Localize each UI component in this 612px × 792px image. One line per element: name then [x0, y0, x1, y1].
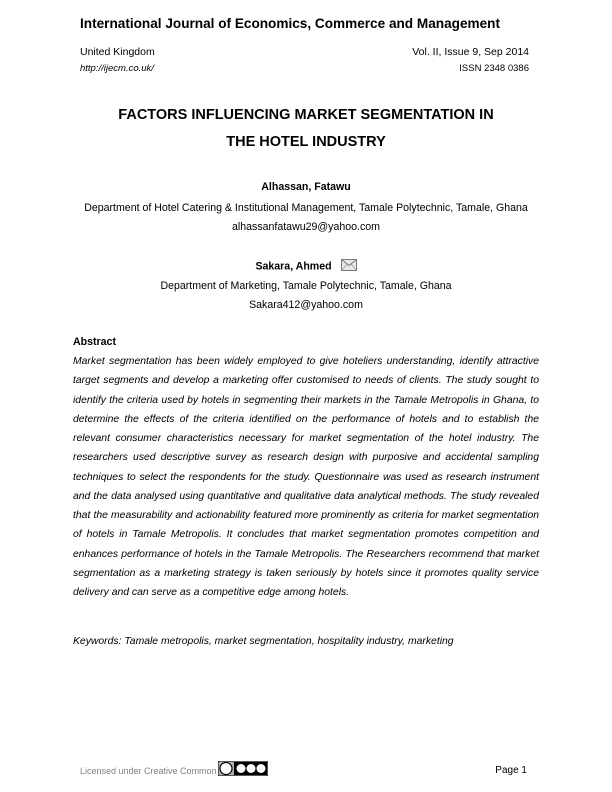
author-2-email[interactable]: Sakara412@yahoo.com — [249, 299, 363, 311]
author-2-name: Sakara, Ahmed — [255, 260, 332, 273]
abstract-heading: Abstract — [73, 336, 116, 348]
author-1-email[interactable]: alhassanfatawu29@yahoo.com — [232, 221, 380, 233]
author-2-affiliation: Department of Marketing, Tamale Polytechnic, Tamale, Ghana — [160, 280, 452, 292]
author-2-line — [0, 259, 612, 274]
creative-commons-badge[interactable] — [218, 761, 268, 776]
journal-title: International Journal of Economics, Commerce and Management — [80, 16, 500, 31]
paper-title-line-1: FACTORS INFLUENCING MARKET SEGMENTATION IN — [118, 107, 494, 123]
header-row-2 — [80, 63, 529, 74]
journal-issn: ISSN 2348 0386 — [459, 63, 529, 74]
paper-title-line-2: THE HOTEL INDUSTRY — [226, 134, 386, 150]
page-number: Page 1 — [495, 765, 527, 776]
journal-country: United Kingdom — [80, 46, 155, 58]
license-text: Licensed under Creative Common — [80, 766, 217, 776]
journal-volume: Vol. II, Issue 9, Sep 2014 — [412, 46, 529, 58]
header-row-1 — [80, 46, 529, 58]
journal-url[interactable]: http://ijecm.co.uk/ — [80, 63, 154, 74]
keywords: Keywords: Tamale metropolis, market segmentation, hospitality industry, marketing — [73, 636, 454, 647]
abstract-text: Market segmentation has been widely employed to give hoteliers understanding, identify attractive target segments and develop a marketing offer customised to needs of clients. The study sought to identify the criteria used by hotels in segmenting their markets in the Tamale Metropolis in Ghana, to determine the effects of the criteria identified on the performance of hotels and to establish the relevant consumer characteristics necessary for market segmentation of the hotel industry. The researchers used descriptive survey as research design with purposive and accidental sampling techniques to select the respondents for the study. Questionnaire was used as research instrument and the data analysed using quantitative and qualitative data analytical methods. The study revealed that the measurability and actionability featured more prominently as criteria for market segmentation of hotels in Tamale Metropolis. It concludes that market segmentation promotes competition and enhances performance of hotels in the Tamale Metropolis. The Researchers recommend that market segmentation as a marketing strategy is taken seriously by hotels since it promotes quality service delivery and can serve as a competitive edge among hotels. — [73, 356, 539, 598]
author-1-affiliation: Department of Hotel Catering & Institutional Management, Tamale Polytechnic, Tamale, Ghana — [84, 202, 528, 214]
envelope-icon[interactable] — [341, 259, 357, 274]
author-1-name: Alhassan, Fatawu — [261, 181, 351, 193]
